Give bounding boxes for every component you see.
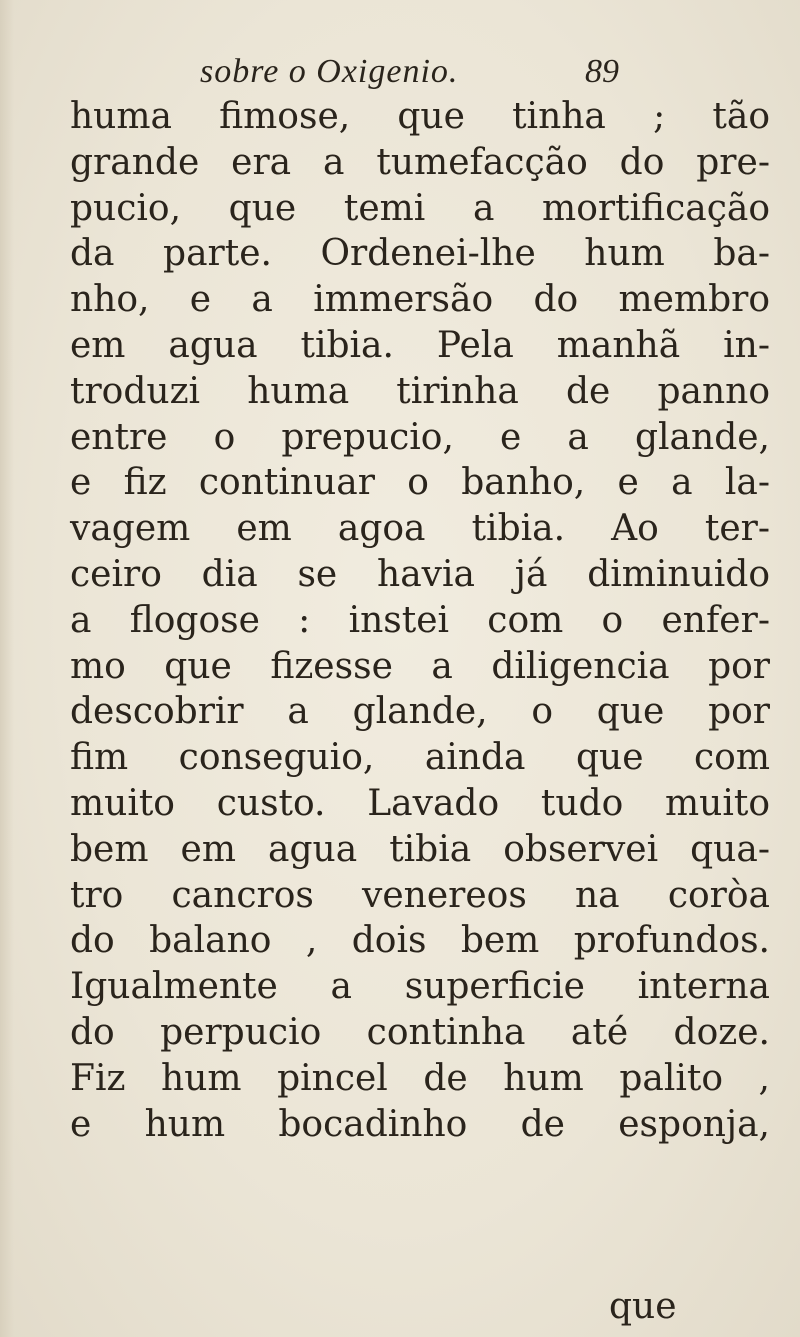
text-line: huma fimose, que tinha ; tão bbox=[70, 96, 770, 137]
catchword: que bbox=[609, 1286, 677, 1327]
text-line: do balano , dois bem profundos. bbox=[70, 920, 770, 962]
text-line: descobrir a glande, o que por bbox=[70, 691, 770, 733]
text-line: mo que fizesse a diligencia por bbox=[70, 645, 770, 687]
text-line: tro cancros venereos na coròa bbox=[70, 874, 770, 916]
text-line: ceiro dia se havia já diminuido bbox=[70, 553, 770, 595]
body-text bbox=[70, 94, 770, 1147]
text-line: bem em agua tibia observei qua- bbox=[70, 828, 770, 870]
text-line: da parte. Ordenei-lhe hum ba- bbox=[70, 233, 770, 275]
page-edge-shadow bbox=[0, 0, 14, 1337]
text-line: e hum bocadinho de esponja, bbox=[70, 1103, 770, 1145]
text-line: fim conseguio, ainda que com bbox=[70, 737, 770, 779]
text-line: vagem em agoa tibia. Ao ter- bbox=[70, 508, 770, 550]
text-line: Igualmente a superficie interna bbox=[70, 966, 770, 1008]
text-line: troduzi huma tirinha de panno bbox=[70, 370, 770, 412]
text-line: grande era a tumefacção do pre- bbox=[70, 141, 770, 183]
text-line: do perpucio continha até doze. bbox=[70, 1011, 770, 1053]
running-title: sobre o Oxigenio. bbox=[200, 53, 459, 90]
text-line: e fiz continuar o banho, e a la- bbox=[70, 462, 770, 504]
text-line: entre o prepucio, e a glande, bbox=[70, 416, 770, 458]
page-number: 89 bbox=[585, 53, 619, 90]
page-header bbox=[0, 52, 800, 92]
text-line: muito custo. Lavado tudo muito bbox=[70, 782, 770, 824]
text-line: em agua tibia. Pela manhã in- bbox=[70, 324, 770, 366]
text-line: pucio, que temi a mortificação bbox=[70, 187, 770, 229]
text-line: Fiz hum pincel de hum palito , bbox=[70, 1057, 770, 1099]
text-line: nho, e a immersão do membro bbox=[70, 279, 770, 321]
text-line: a flogose : instei com o enfer- bbox=[70, 599, 770, 641]
